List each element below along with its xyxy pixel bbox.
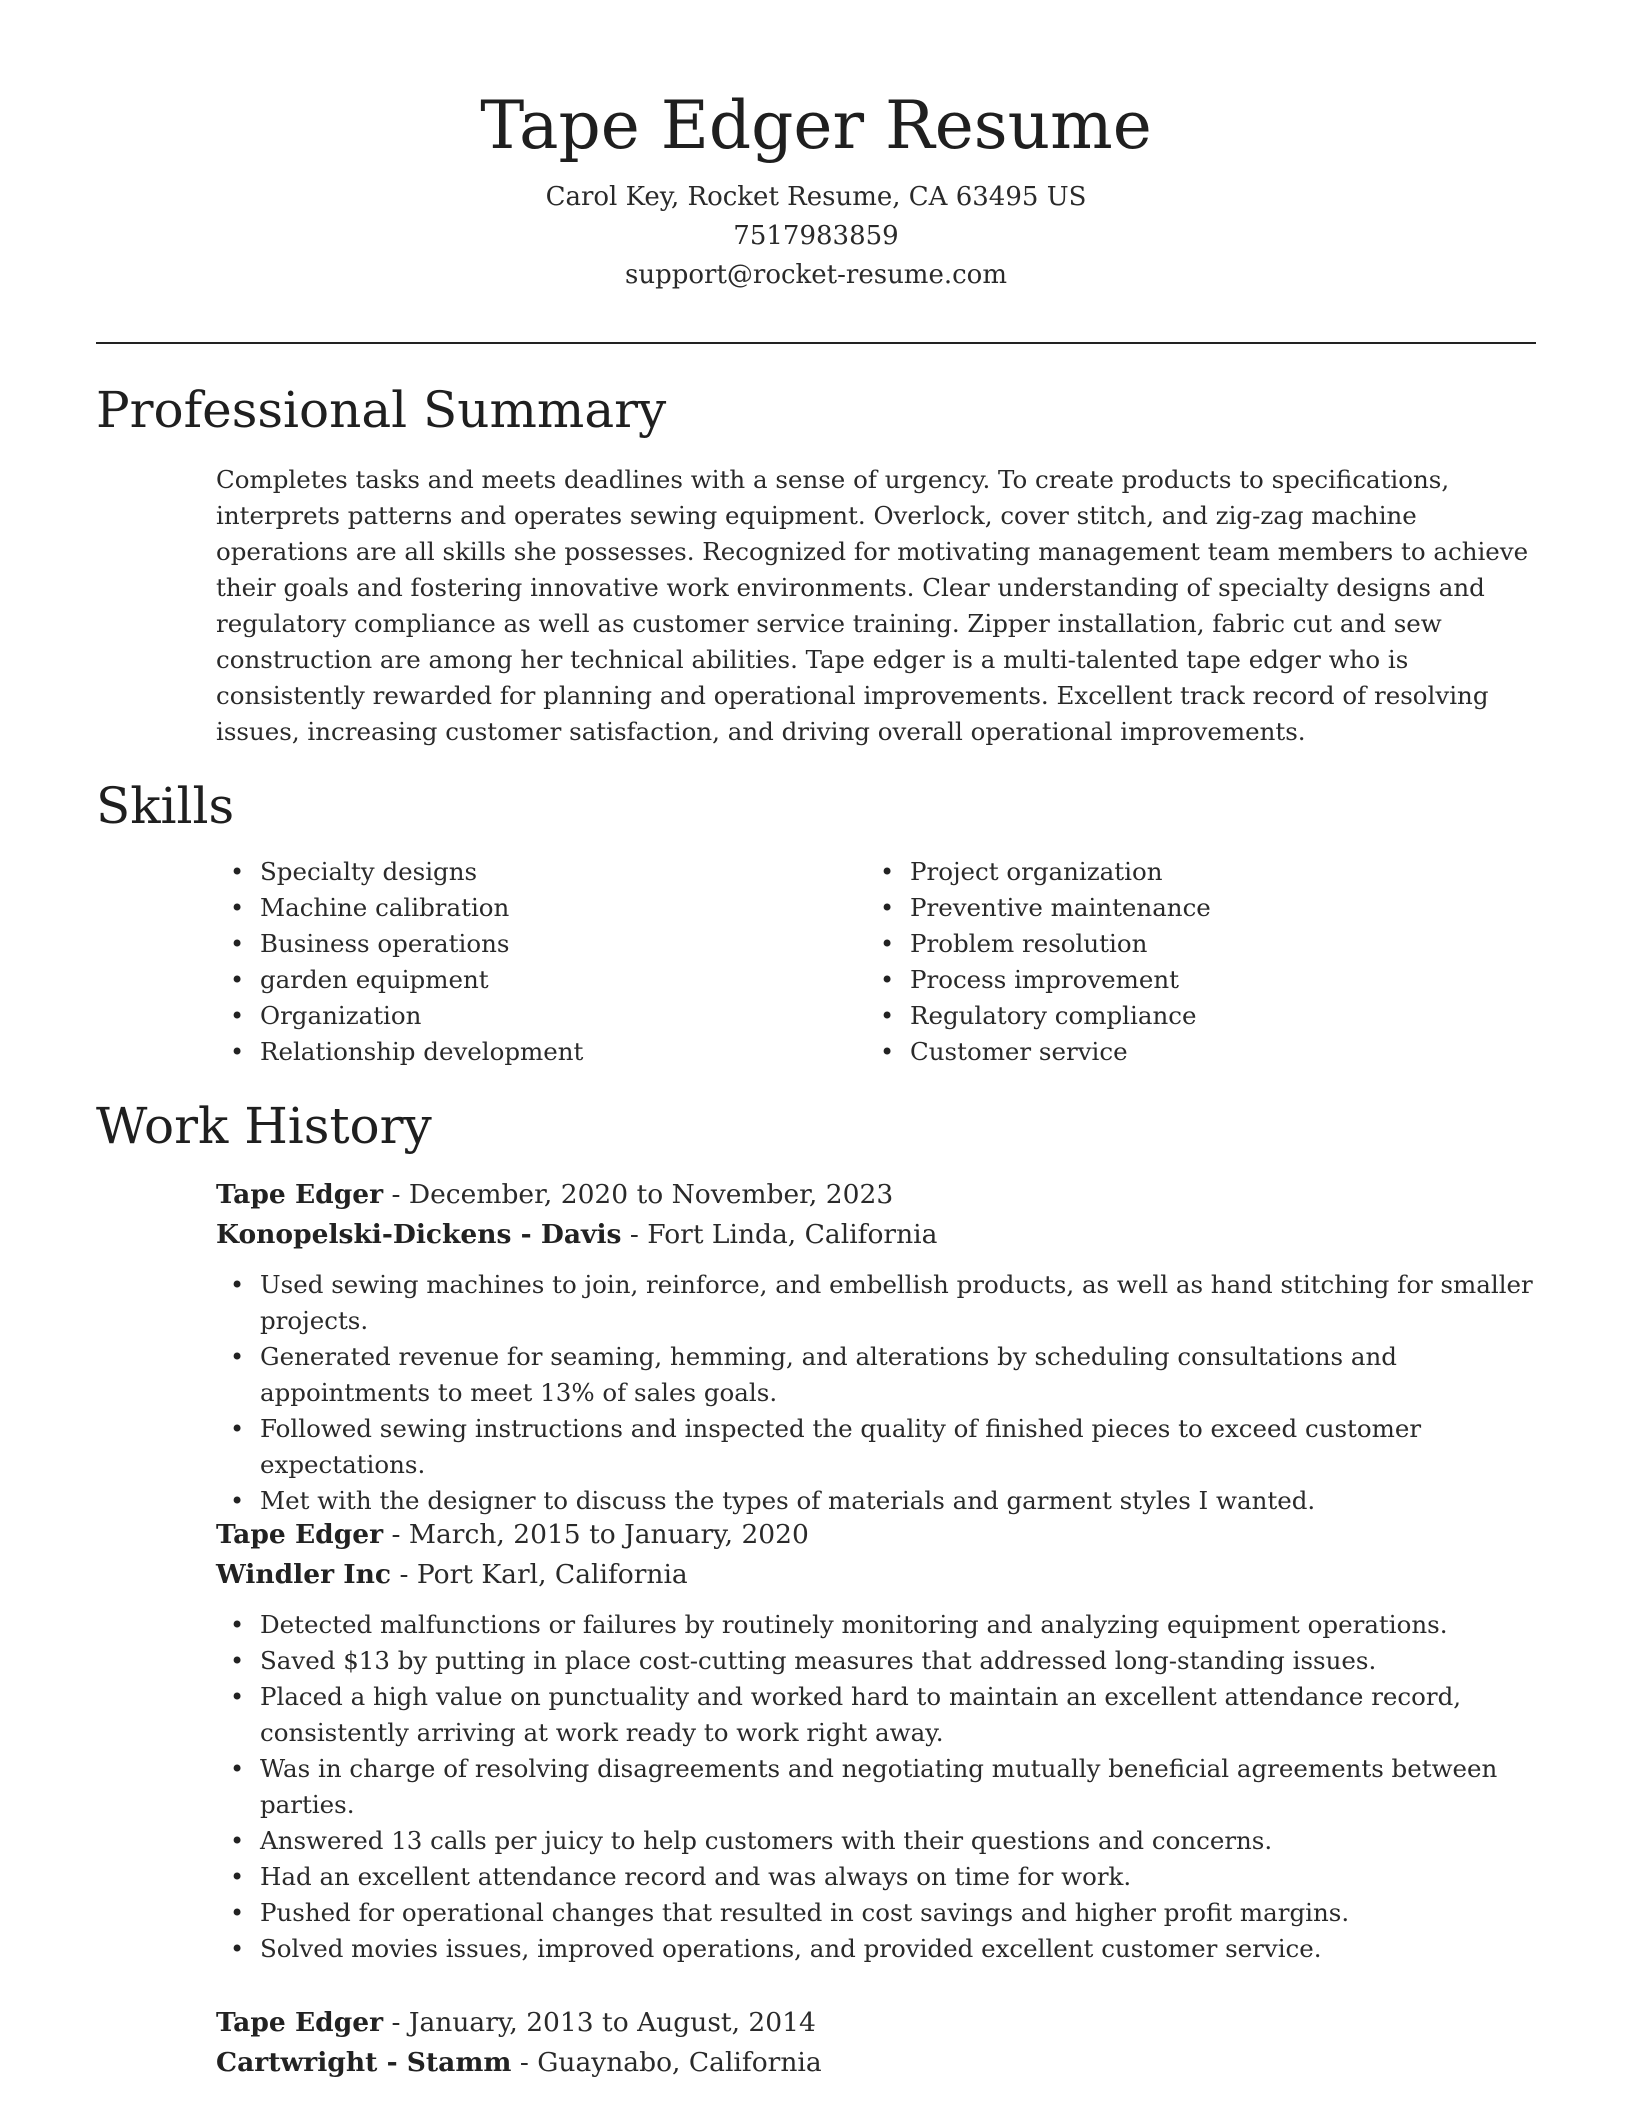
job-entry (216, 1175, 1536, 1519)
job-title: Tape Edger (216, 2007, 384, 2038)
header-divider (96, 342, 1536, 344)
job-company-line: Windler Inc - Port Karl, California (216, 1559, 688, 1590)
job-location: Port Karl, California (416, 1559, 688, 1590)
job-bullet: • Had an excellent attendance record and was always on time for work. (216, 1859, 1536, 1895)
job-title-line: Tape Edger - January, 2013 to August, 2014 (216, 2007, 816, 2038)
job-title-line: Tape Edger - December, 2020 to November, 2023 (216, 1179, 894, 1210)
job-bullets (216, 1267, 1536, 1519)
job-bullet: • Pushed for operational changes that resulted in cost savings and higher profit margins. (216, 1895, 1536, 1931)
job-bullet: • Saved $13 by putting in place cost-cutting measures that addressed long-standing issues. (216, 1643, 1536, 1679)
resume-header (0, 82, 1632, 295)
job-entry (216, 2003, 1536, 2083)
job-dates: December, 2020 to November, 2023 (408, 1179, 894, 1210)
summary-text: Completes tasks and meets deadlines with a sense of urgency. To create products to specifications, interprets patterns and operates sewing equipment. Overlock, cover stitch, and zig-zag machine operations are all skills she possesses. Recognized for motivating management team members to achieve their goals and fostering innovative work environments. Clear understanding of specialty designs and regulatory compliance as well as customer service training. Zipper installation, fabric cut and sew construction are among her technical abilities. Tape edger is a multi-talented tape edger who is consistently rewarded for planning and operational improvements. Excellent track record of resolving issues, increasing customer satisfaction, and driving overall operational improvements. (216, 465, 1529, 746)
job-entry (216, 1515, 1536, 1967)
job-bullet: • Followed sewing instructions and inspected the quality of finished pieces to exceed customer expectations. (216, 1411, 1536, 1483)
skill-item: • Problem resolution (866, 926, 1516, 962)
skill-item: • Customer service (866, 1034, 1516, 1070)
job-title: Tape Edger (216, 1519, 384, 1550)
job-bullet: • Generated revenue for seaming, hemming, and alterations by scheduling consultations and appointments to meet 13% of sales goals. (216, 1339, 1536, 1411)
skill-item: • Preventive maintenance (866, 890, 1516, 926)
contact-address: Carol Key, Rocket Resume, CA 63495 US (545, 182, 1087, 212)
job-bullet: • Solved movies issues, improved operations, and provided excellent customer service. (216, 1931, 1536, 1967)
skill-item: • Process improvement (866, 962, 1516, 998)
skill-item: • Business operations (216, 926, 866, 962)
contact-email: support@rocket-resume.com (624, 260, 1007, 290)
job-dates: March, 2015 to January, 2020 (408, 1519, 809, 1550)
summary-heading: Professional Summary (96, 381, 667, 439)
skills-column-left (216, 854, 866, 1070)
job-company-line: Cartwright - Stamm - Guaynabo, California (216, 2047, 822, 2078)
job-company: Konopelski-Dickens - Davis (216, 1219, 622, 1250)
skills-heading: Skills (96, 777, 235, 835)
job-location: Guaynabo, California (537, 2047, 822, 2078)
skill-item: • Organization (216, 998, 866, 1034)
job-title-line: Tape Edger - March, 2015 to January, 2020 (216, 1519, 809, 1550)
skill-item: • Specialty designs (216, 854, 866, 890)
job-company: Cartwright - Stamm (216, 2047, 512, 2078)
job-bullets (216, 1607, 1536, 1967)
skills-column-right (866, 854, 1516, 1070)
job-dates: January, 2013 to August, 2014 (408, 2007, 816, 2038)
skill-item: • Project organization (866, 854, 1516, 890)
skill-item: • Regulatory compliance (866, 998, 1516, 1034)
contact-block (0, 178, 1632, 295)
job-bullet: • Met with the designer to discuss the types of materials and garment styles I wanted. (216, 1483, 1536, 1519)
job-company: Windler Inc (216, 1559, 392, 1590)
job-bullet: • Used sewing machines to join, reinforce, and embellish products, as well as hand stitching for smaller projects. (216, 1267, 1536, 1339)
skill-item: • Machine calibration (216, 890, 866, 926)
work-history-heading: Work History (96, 1097, 432, 1155)
job-bullet: • Answered 13 calls per juicy to help customers with their questions and concerns. (216, 1823, 1536, 1859)
resume-title: Tape Edger Resume (480, 87, 1152, 164)
job-bullet: • Placed a high value on punctuality and worked hard to maintain an excellent attendance record, consistently arriving at work ready to work right away. (216, 1679, 1536, 1751)
job-bullet: • Detected malfunctions or failures by routinely monitoring and analyzing equipment operations. (216, 1607, 1536, 1643)
job-title: Tape Edger (216, 1179, 384, 1210)
job-location: Fort Linda, California (647, 1219, 938, 1250)
job-bullet: • Was in charge of resolving disagreements and negotiating mutually beneficial agreements between parties. (216, 1751, 1536, 1823)
skill-item: • Relationship development (216, 1034, 866, 1070)
contact-phone: 7517983859 (733, 221, 899, 251)
skill-item: • garden equipment (216, 962, 866, 998)
skills-list (216, 854, 1536, 1070)
job-company-line: Konopelski-Dickens - Davis - Fort Linda, California (216, 1219, 938, 1250)
